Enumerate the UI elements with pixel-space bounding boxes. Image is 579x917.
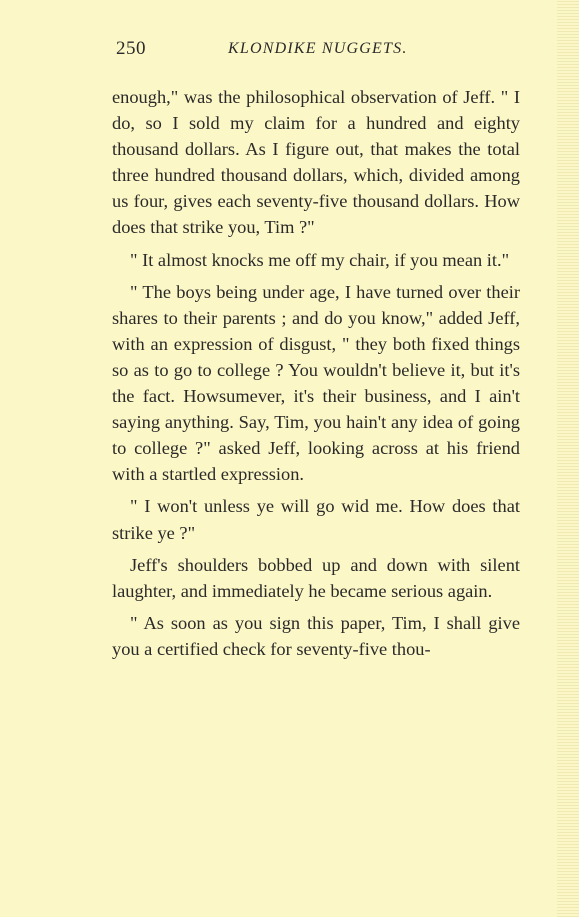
paragraph: " It almost knocks me off my chair, if you mean it." [130,249,510,270]
paragraph: " I won't unless ye will go wid me. How does that strike ye ?" [112,496,520,543]
paragraph: " As soon as you sign this paper, Tim, I shall give you a certified check for seventy-five thou- [112,612,520,659]
page-number: 250 [116,38,146,59]
page-edge-texture [557,0,579,917]
paragraph: " The boys being under age, I have turned over their shares to their parents ; and do you know," added Jeff, with an expression of disgust, " they both fixed things so as to go to college ? You wouldn't believe it, but it's the fact. Howsumever, it's their business, and I ain't saying anything. Say, Tim, you hain't any idea of going to college ?" asked Jeff, looking across at his friend with a startled expression. [112,281,520,485]
page-header [116,38,536,66]
running-title: KLONDIKE NUGGETS. [228,40,408,57]
paragraph: enough," was the philosophical observation of Jeff. " I do, so I sold my claim for a hundred and eighty thousand dollars. As I figure out, that makes the total three hundred thousand dollars, which, divided among us four, gives each seventy-five thousand dollars. How does that strike you, Tim ?" [112,87,520,238]
paragraph: Jeff's shoulders bobbed up and down with silent laughter, and immediately he became serious again. [112,554,520,601]
body-text [112,84,520,668]
